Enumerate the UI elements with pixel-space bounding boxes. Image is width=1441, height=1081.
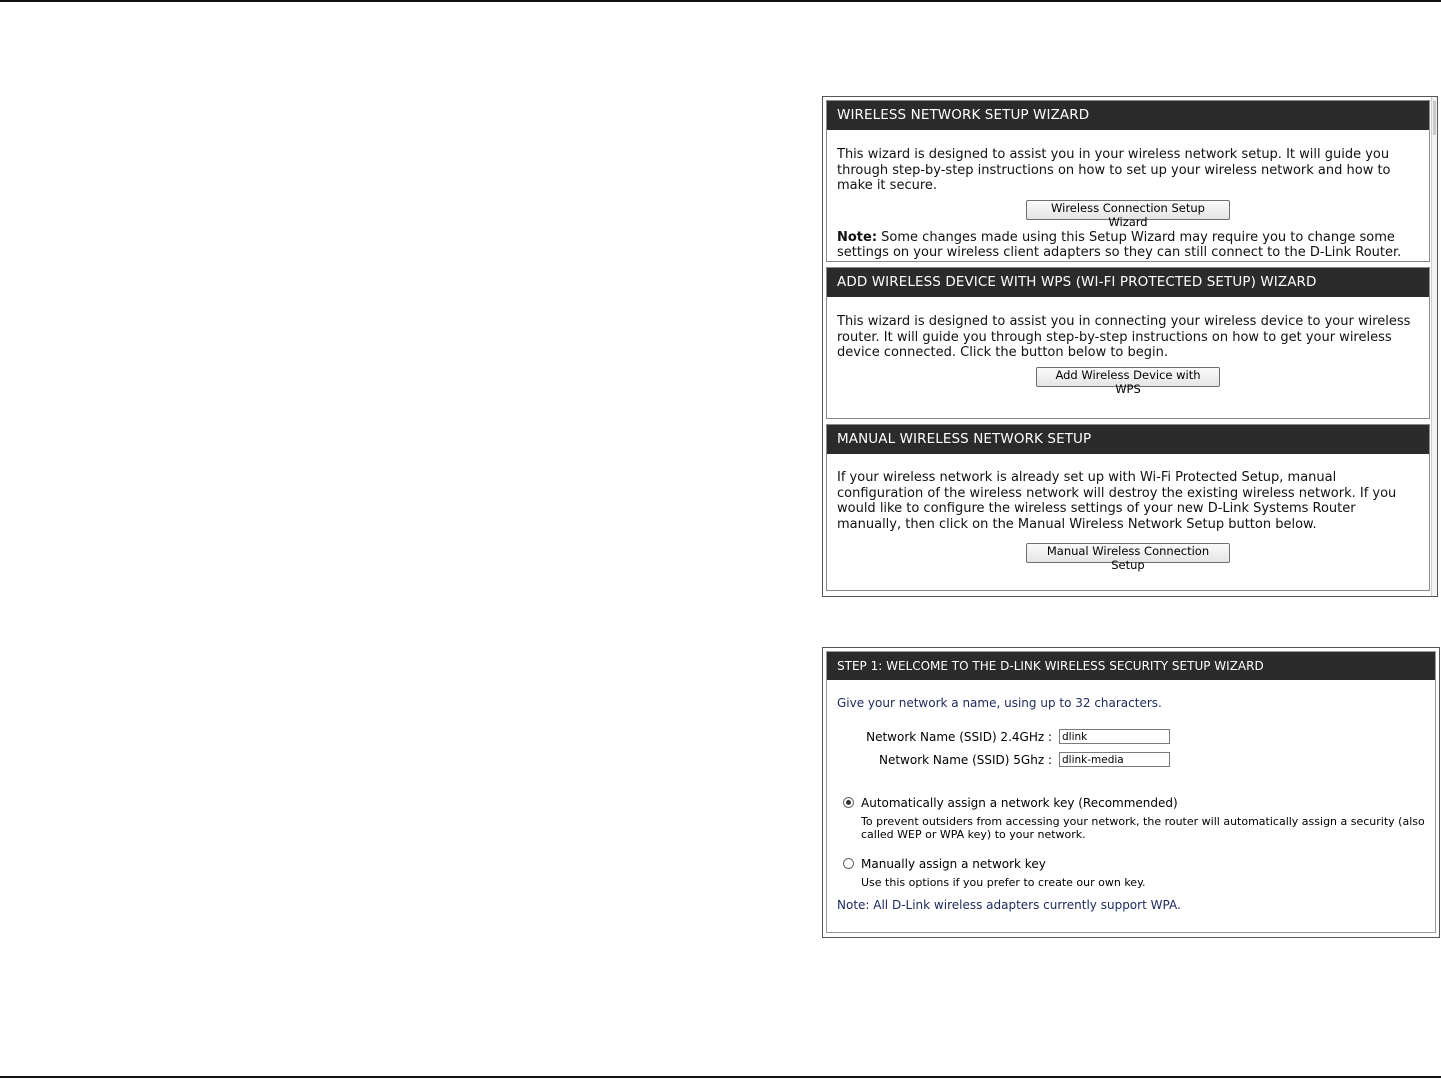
step1-screenshot: [822, 647, 1440, 938]
ssid-5ghz-input[interactable]: [1059, 752, 1170, 767]
auto-key-description: To prevent outsiders from accessing your network, the router will automatically assign a security (also called WEP or WPA key) to your network.: [861, 815, 1425, 841]
auto-key-radio[interactable]: [843, 797, 854, 808]
manual-key-label[interactable]: Manually assign a network key: [861, 857, 1046, 871]
wireless-setup-wizard-section: [826, 100, 1430, 262]
section-title: ADD WIRELESS DEVICE WITH WPS (WI-FI PROTECTED SETUP) WIZARD: [827, 268, 1429, 297]
section-title: WIRELESS NETWORK SETUP WIZARD: [827, 101, 1429, 130]
step1-title: STEP 1: WELCOME TO THE D-LINK WIRELESS SECURITY SETUP WIZARD: [827, 652, 1435, 680]
ssid-5ghz-label: Network Name (SSID) 5Ghz :: [878, 753, 1052, 767]
wps-wizard-section: [826, 267, 1430, 419]
network-name-intro: Give your network a name, using up to 32 characters.: [837, 696, 1162, 710]
section-title: MANUAL WIRELESS NETWORK SETUP: [827, 425, 1429, 454]
wireless-connection-setup-wizard-button[interactable]: Wireless Connection Setup Wizard: [1026, 200, 1230, 220]
ssid-24ghz-label: Network Name (SSID) 2.4GHz :: [866, 730, 1052, 744]
note-text: Some changes made using this Setup Wizard may require you to change some settings on your wireless client adapters so they can still connect to the D-Link Router.: [837, 229, 1402, 260]
bottom-rule: [0, 1076, 1441, 1078]
ssid-24ghz-input[interactable]: [1059, 729, 1170, 744]
manual-wireless-connection-setup-button[interactable]: Manual Wireless Connection Setup: [1026, 543, 1230, 563]
top-rule: [0, 0, 1441, 2]
section-description: This wizard is designed to assist you in your wireless network setup. It will guide you through step-by-step instructions on how to set up your wireless network and how to make it secure.: [837, 147, 1391, 193]
manual-key-description: Use this options if you prefer to create our own key.: [861, 876, 1146, 889]
add-wireless-device-wps-button[interactable]: Add Wireless Device with WPS: [1036, 367, 1220, 387]
manual-setup-section: [826, 424, 1430, 591]
auto-key-label[interactable]: Automatically assign a network key (Recommended): [861, 796, 1178, 810]
note-label: Note:: [837, 229, 878, 245]
setup-note: [837, 230, 1419, 261]
wizard-screenshot: [822, 96, 1438, 597]
section-description: This wizard is designed to assist you in connecting your wireless device to your wireless router. It will guide you through step-by-step instructions on how to get your wireless device connected. Click the button below to begin.: [837, 314, 1411, 360]
section-description: If your wireless network is already set up with Wi-Fi Protected Setup, manual configuration of the wireless network will destroy the existing wireless network. If you would like to configure the wireless settings of your new D-Link Systems Router manually, then click on the Manual Wireless Network Setup button below.: [837, 470, 1397, 532]
scrollbar-thumb[interactable]: [1433, 101, 1436, 135]
manual-key-radio[interactable]: [843, 858, 854, 869]
wpa-support-note: Note: All D-Link wireless adapters currently support WPA.: [837, 898, 1181, 912]
scrollbar[interactable]: [1431, 97, 1437, 596]
